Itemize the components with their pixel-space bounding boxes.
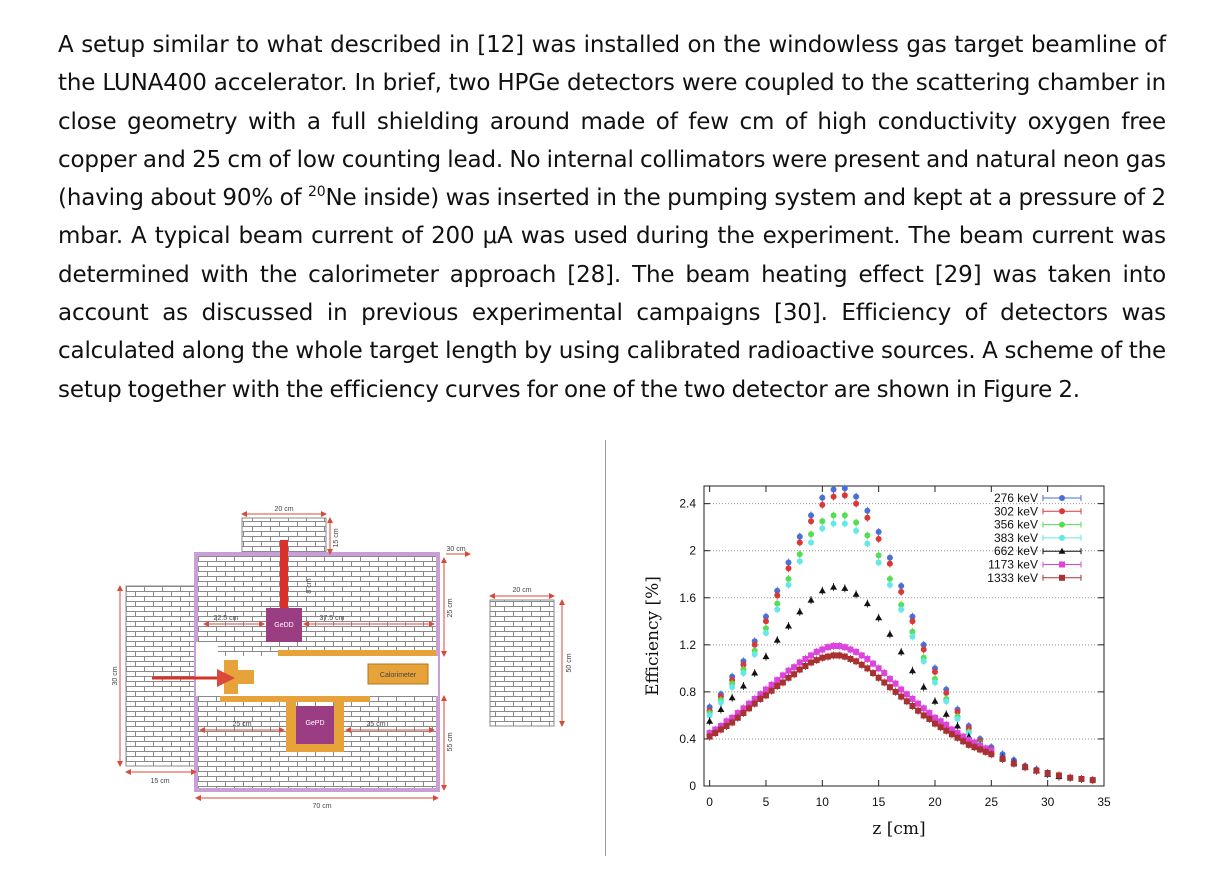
data-point (977, 747, 983, 753)
data-point (1078, 776, 1084, 782)
x-axis-label: z [cm] (872, 819, 926, 839)
data-point (915, 708, 921, 714)
data-point (909, 634, 915, 640)
data-point (842, 512, 848, 518)
data-point (791, 671, 797, 677)
data-point (819, 587, 826, 593)
data-point (893, 681, 899, 687)
data-point (921, 712, 927, 718)
x-tick-label: 25 (984, 795, 999, 809)
paragraph-text-2: Ne inside) was inserted in the pumping system and kept at a pressure of 2 mbar. A typical beam current of 200 μA was used during the experiment. The beam current was determined with the calorimeter approach [28]. The beam heating effect [29] was taken into account as discussed in previous experimental campaigns [30]. Efficiency of detectors was calculated along the whole target length by using calibrated radioactive sources. A scheme of the setup together with the efficiency curves for one of the two detector are shown in Figure 2. (58, 185, 1166, 403)
data-point (831, 652, 837, 658)
data-point (808, 652, 814, 658)
x-tick-label: 35 (1097, 795, 1111, 809)
data-point (1033, 768, 1039, 774)
data-point (960, 738, 966, 744)
data-point (938, 724, 944, 730)
data-point (786, 565, 792, 571)
data-point (729, 694, 736, 700)
data-point (791, 664, 797, 670)
data-point (898, 687, 904, 693)
data-point (853, 501, 859, 507)
data-point (864, 665, 870, 671)
data-point (864, 541, 870, 547)
legend-label: 383 keV (993, 530, 1038, 545)
data-point (836, 643, 842, 649)
chart-ticks (679, 486, 1111, 809)
data-point (831, 512, 837, 518)
legend-marker (1059, 495, 1065, 501)
data-point (786, 582, 792, 588)
data-point (780, 672, 786, 678)
data-point (853, 658, 859, 664)
y-tick-label: 2 (689, 543, 696, 558)
data-point (921, 647, 927, 653)
calorimeter-label: Calorimeter (379, 672, 417, 679)
data-point (830, 584, 837, 590)
data-point (740, 710, 746, 716)
data-point (740, 683, 747, 689)
data-point (752, 701, 758, 707)
data-point (886, 631, 893, 637)
data-point (932, 679, 938, 685)
data-point (797, 539, 803, 545)
data-point (796, 608, 803, 614)
data-point (915, 701, 921, 707)
data-point (825, 654, 831, 660)
data-point (904, 691, 910, 697)
legend-label: 662 keV (993, 544, 1038, 559)
data-point (1090, 777, 1096, 783)
data-point (842, 485, 848, 491)
data-point (1056, 772, 1062, 778)
chart-legend (987, 491, 1081, 585)
data-point (825, 644, 831, 650)
data-point (853, 528, 859, 534)
data-point (774, 607, 780, 613)
legend-marker (1059, 562, 1065, 568)
data-point (943, 711, 950, 717)
x-tick-label: 5 (762, 795, 770, 809)
data-point (971, 744, 977, 750)
data-point (774, 637, 781, 643)
data-point (864, 600, 871, 606)
data-point (752, 651, 758, 657)
data-point (864, 508, 870, 514)
data-point (1000, 756, 1006, 762)
data-point (819, 518, 825, 524)
data-point (955, 735, 961, 741)
data-point (717, 706, 724, 712)
data-point (847, 656, 853, 662)
collimator-tip (238, 670, 254, 684)
data-point (842, 654, 848, 660)
legend-label: 1173 keV (988, 557, 1038, 572)
data-point (870, 670, 876, 676)
data-point (831, 643, 837, 649)
copper-upper-plate (278, 650, 436, 656)
data-point (853, 649, 859, 655)
data-point (808, 531, 814, 537)
data-point (1067, 775, 1073, 781)
data-point (1011, 761, 1017, 767)
y-tick-label: 0 (689, 779, 696, 793)
data-point (819, 495, 825, 501)
label-bottom-width: 70 cm (312, 803, 332, 810)
data-point (853, 591, 860, 597)
right-lead-block (490, 600, 554, 726)
body-paragraph (58, 26, 1166, 409)
data-point (853, 494, 859, 500)
label-left-width: 15 cm (150, 778, 170, 785)
data-point (898, 607, 904, 613)
data-point (983, 749, 989, 755)
data-point (859, 652, 865, 658)
data-point (876, 552, 882, 558)
legend-label: 1333 keV (987, 570, 1038, 585)
data-point (831, 521, 837, 527)
data-point (876, 529, 882, 535)
data-point (763, 618, 769, 624)
x-tick-label: 0 (706, 795, 713, 809)
bottom-detector-label: GePD (305, 720, 325, 727)
x-tick-label: 30 (1040, 795, 1055, 809)
data-point (904, 698, 910, 704)
data-point (864, 532, 870, 538)
left-lead-block (126, 586, 196, 766)
legend-label: 356 keV (993, 517, 1038, 532)
data-point (859, 662, 865, 668)
data-point (887, 582, 893, 588)
data-point (762, 653, 769, 659)
data-point (797, 551, 803, 557)
legend-label: 276 keV (993, 491, 1038, 505)
data-point (847, 647, 853, 653)
data-point (746, 705, 752, 711)
data-point (864, 656, 870, 662)
legend-marker (1059, 535, 1065, 541)
data-point (763, 630, 769, 636)
data-point (814, 649, 820, 655)
data-point (819, 525, 825, 531)
x-tick-label: 15 (871, 795, 886, 809)
copper-lower-plate (220, 696, 370, 702)
data-point (841, 585, 848, 591)
legend-marker (1059, 508, 1065, 514)
label-right-upper-dist: 37.5 cm (319, 615, 345, 622)
data-point (920, 684, 927, 690)
data-point (735, 715, 741, 721)
data-point (876, 665, 882, 671)
data-point (954, 723, 961, 729)
data-point (785, 623, 792, 629)
data-point (769, 688, 775, 694)
data-point (819, 647, 825, 653)
data-point (893, 689, 899, 695)
label-right-lower-dist: 25 cm (366, 721, 386, 728)
label-right-upper: 25 cm (447, 598, 454, 618)
y-tick-label: 2.4 (679, 496, 696, 511)
data-point (802, 663, 808, 669)
data-point (876, 559, 882, 565)
data-point (898, 694, 904, 700)
data-point (718, 699, 724, 705)
data-point (931, 698, 938, 704)
data-point (757, 696, 763, 702)
legend-label: 302 keV (993, 504, 1038, 519)
top-detector-stem (280, 540, 288, 610)
data-point (932, 721, 938, 727)
left-inner-notch (196, 642, 218, 656)
data-point (751, 670, 758, 676)
data-point (949, 731, 955, 737)
setup-scheme-diagram (108, 496, 588, 816)
data-point (909, 618, 915, 624)
data-point (955, 716, 961, 722)
label-top-width: 20 cm (274, 506, 294, 513)
data-point (718, 727, 724, 733)
top-detector-label: GeDD (274, 622, 294, 629)
data-point (797, 667, 803, 673)
data-point (1022, 764, 1028, 770)
isotope-superscript: 20 (307, 184, 326, 201)
paragraph-text-1: A setup similar to what described in [12] was installed on the windowless gas target beamline of the LUNA400 accelerator. In brief, two HPGe detectors were coupled to the scattering chamber in close geometry with a full shielding around made of few cm of high conductivity oxygen free copper and 25 cm of low counting lead. No internal collimators were present and natural neon gas (having about 90% of (58, 32, 1166, 212)
data-point (706, 718, 713, 724)
y-tick-label: 1.2 (679, 637, 696, 652)
data-point (819, 502, 825, 508)
data-point (774, 592, 780, 598)
data-point (898, 589, 904, 595)
data-point (763, 692, 769, 698)
data-point (853, 519, 859, 525)
data-point (808, 659, 814, 665)
x-tick-label: 20 (928, 795, 942, 809)
data-point (819, 655, 825, 661)
data-point (932, 669, 938, 675)
data-point (842, 492, 848, 498)
label-left-lower-dist: 25 cm (232, 721, 252, 728)
data-point (988, 751, 994, 757)
data-point (836, 652, 842, 658)
data-point (870, 661, 876, 667)
label-left-height: 30 cm (112, 666, 119, 686)
data-point (887, 684, 893, 690)
data-point (943, 728, 949, 734)
data-point (943, 698, 949, 704)
label-right-lower: 55 cm (447, 732, 454, 752)
data-point (729, 684, 735, 690)
data-point (831, 494, 837, 500)
data-point (1045, 770, 1051, 776)
label-inner-mid: 8 cm (306, 578, 313, 594)
data-point (887, 676, 893, 682)
data-point (814, 657, 820, 663)
data-point (909, 703, 915, 709)
data-point (808, 518, 814, 524)
data-point (808, 539, 814, 545)
data-point (881, 670, 887, 676)
data-point (876, 675, 882, 681)
y-axis-label: Efficiency [%] (643, 576, 663, 696)
data-point (921, 658, 927, 664)
data-point (724, 723, 730, 729)
plot-frame (704, 486, 1104, 786)
label-block-height: 50 cm (566, 653, 573, 673)
data-point (808, 597, 815, 603)
data-point (740, 670, 746, 676)
x-tick-label: 10 (815, 795, 829, 809)
data-point (864, 515, 870, 521)
data-point (831, 487, 837, 493)
data-point (797, 558, 803, 564)
data-point (707, 734, 713, 740)
data-point (966, 742, 972, 748)
label-block-width: 20 cm (512, 587, 532, 594)
data-point (712, 730, 718, 736)
data-point (802, 656, 808, 662)
data-point (926, 716, 932, 722)
data-point (729, 719, 735, 725)
data-point (786, 668, 792, 674)
y-tick-label: 1.6 (679, 590, 696, 605)
data-point (774, 683, 780, 689)
data-point (898, 648, 905, 654)
data-point (881, 679, 887, 685)
data-point (780, 679, 786, 685)
label-top-height: 15 cm (333, 528, 340, 548)
data-point (786, 675, 792, 681)
legend-marker (1059, 575, 1065, 581)
data-point (909, 667, 916, 673)
copper-bottom (286, 744, 344, 752)
data-point (842, 644, 848, 650)
data-point (909, 696, 915, 702)
y-tick-label: 0.8 (679, 684, 696, 699)
legend-marker (1059, 522, 1065, 528)
data-point (875, 614, 882, 620)
label-left-upper-dist: 22.5 cm (213, 615, 239, 622)
data-point (921, 705, 927, 711)
figure-divider (605, 440, 606, 856)
efficiency-chart (634, 472, 1124, 842)
y-tick-label: 0.4 (679, 731, 696, 746)
label-right-top: 30 cm (446, 546, 466, 553)
data-point (842, 521, 848, 527)
data-point (876, 536, 882, 542)
data-point (797, 659, 803, 665)
data-point (887, 561, 893, 567)
